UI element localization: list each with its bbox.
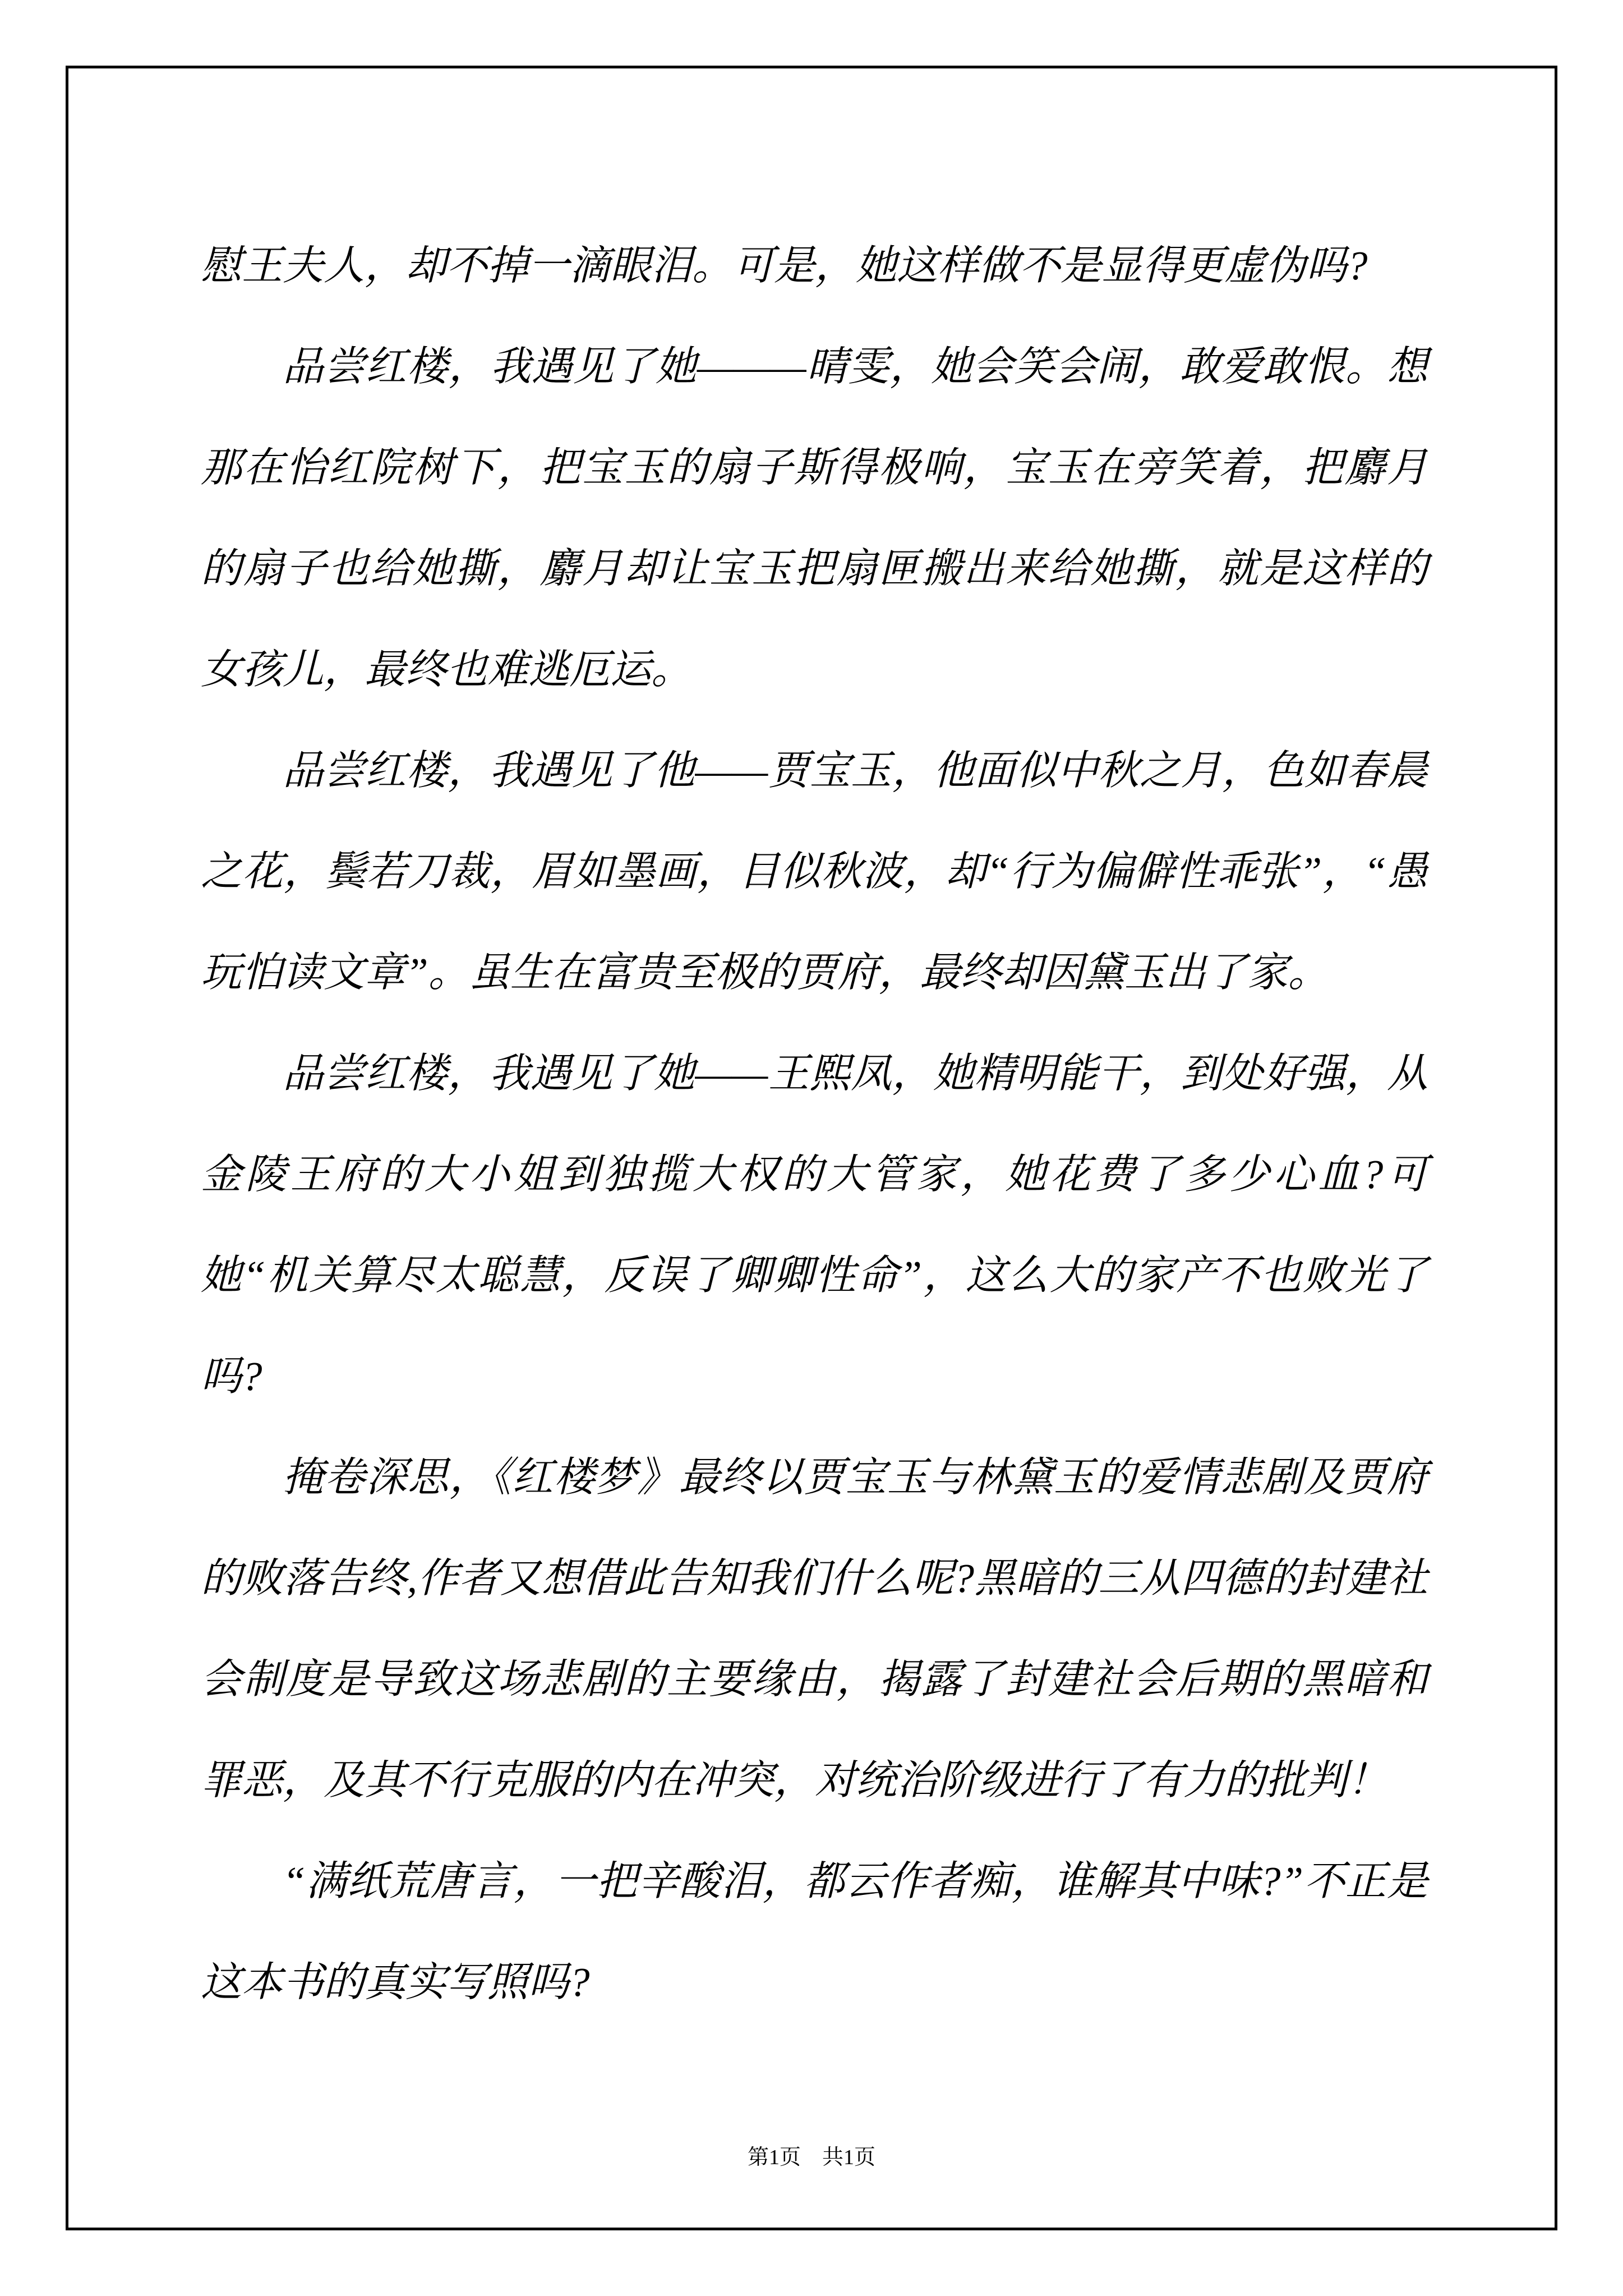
paragraph: 掩卷深思，《红楼梦》最终以贾宝玉与林黛玉的爱情悲剧及贾府的败落告终,作者又想借此告知我们什么呢?黑暗的三从四德的封建社会制度是导致这场悲剧的主要缘由，揭露了封建社会后期的黑暗和罪恶，及其不行克服的内在冲突，对统治阶级进行了有力的批判！	[201, 1455, 1428, 1803]
page-border-frame	[66, 66, 1557, 2230]
essay-body	[201, 215, 1428, 2033]
paragraph: 慰王夫人，却不掉一滴眼泪。可是，她这样做不是显得更虚伪吗?	[201, 243, 1368, 288]
paragraph: 品尝红楼，我遇见了她——王熙凤，她精明能干，到处好强，从金陵王府的大小姐到独揽大权的大管家，她花费了多少心血?可她“机关算尽太聪慧，反误了卿卿性命”，这么大的家产不也败光了吗?	[201, 1051, 1428, 1399]
paragraph: 品尝红楼，我遇见了他——贾宝玉，他面似中秋之月，色如春晨之花，鬓若刀裁，眉如墨画，目似秋波，却“行为偏僻性乖张”，“愚玩怕读文章”。虽生在富贵至极的贾府，最终却因黛玉出了家。	[201, 748, 1428, 995]
page-number-label: 第1页 共1页	[747, 2146, 875, 2169]
paragraph: “满纸荒唐言，一把辛酸泪，都云作者痴，谁解其中味?”不正是这本书的真实写照吗?	[201, 1858, 1428, 2005]
page-footer	[68, 2139, 1555, 2170]
paragraph: 品尝红楼，我遇见了她———晴雯，她会笑会闹，敢爱敢恨。想那在怡红院树下，把宝玉的扇子斯得极响，宝玉在旁笑着，把麝月的扇子也给她撕，麝月却让宝玉把扇匣搬出来给她撕，就是这样的女孩儿，最终也难逃厄运。	[201, 344, 1428, 692]
